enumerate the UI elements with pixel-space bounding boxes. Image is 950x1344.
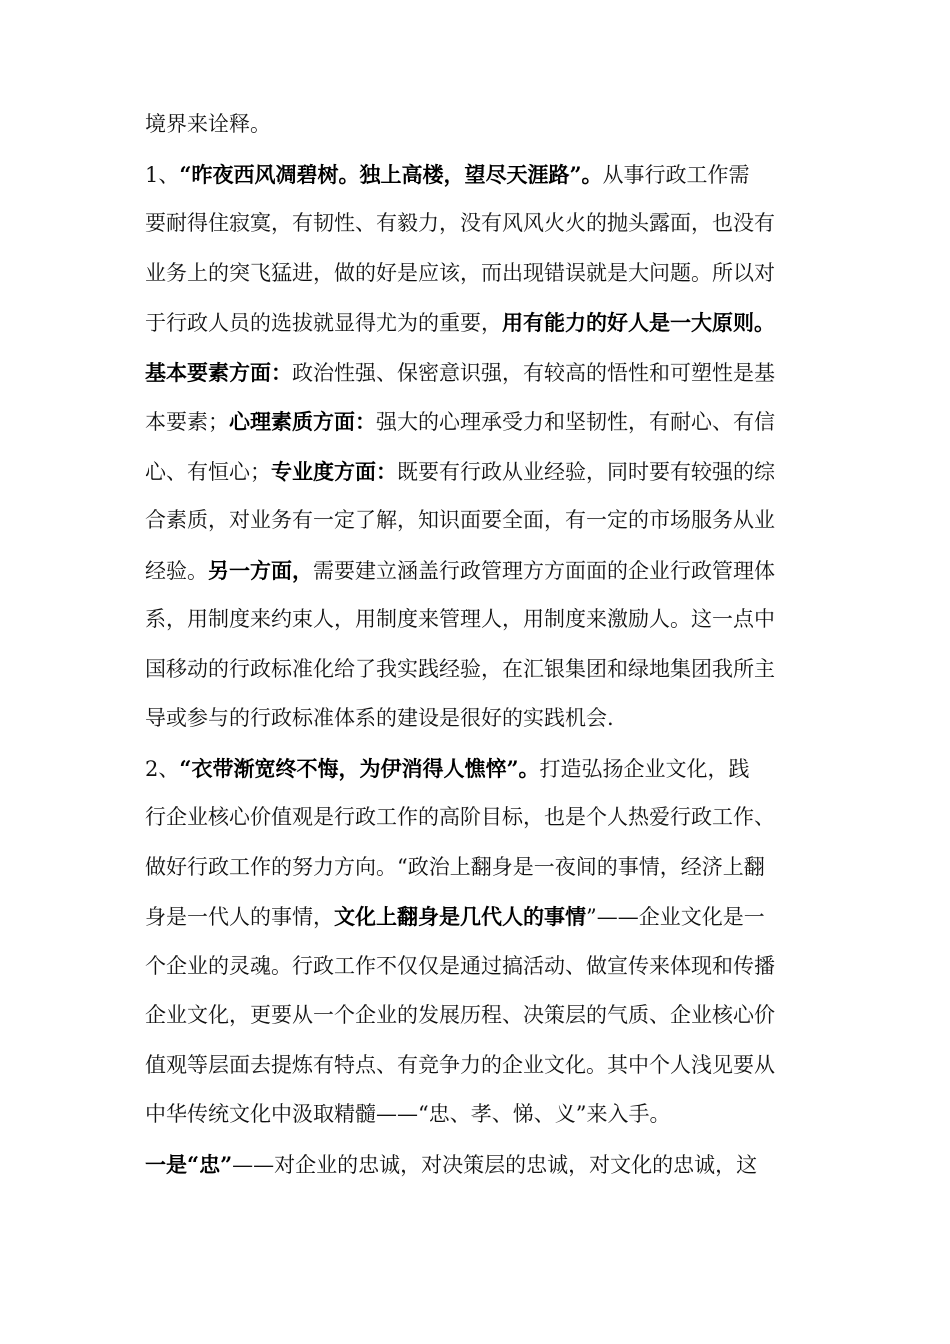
text-line [145, 249, 825, 299]
text-run: ”——企业文化是一 [586, 905, 765, 929]
text-run: 要耐得住寂寞，有韧性、有毅力，没有风风火火的抛头露面，也没有 [145, 211, 775, 235]
text-run: 导或参与的行政标准体系的建设是很好的实践机会. [145, 706, 614, 730]
bold-text-run: 基本要素方面： [145, 359, 292, 385]
bold-text-run: 专业度方面： [271, 458, 397, 484]
text-run: 打造弘扬企业文化，践 [539, 756, 750, 781]
text-run: 企业文化，更要从一个企业的发展历程、决策层的气质、企业核心价 [145, 1003, 775, 1027]
text-line [145, 744, 825, 794]
text-run: 政治性强、保密意识强，有较高的悟性和可塑性是基 [292, 360, 775, 385]
text-run: 行企业核心价值观是行政工作的高阶目标，也是个人热爱行政工作、 [145, 805, 775, 829]
text-run: 于行政人员的选拔就显得尤为的重要， [145, 311, 502, 335]
text-line [145, 1090, 825, 1140]
text-run: 经验。 [145, 558, 208, 583]
text-line [145, 694, 825, 744]
text-run: 本要素； [145, 410, 229, 434]
text-run: 2、 [145, 756, 180, 781]
text-run: 心、有恒心； [145, 459, 271, 484]
text-line [145, 447, 825, 497]
text-line [145, 397, 825, 447]
text-run: 强大的心理承受力和坚韧性，有耐心、有信 [376, 410, 775, 434]
bold-text-run: 另一方面， [208, 557, 313, 583]
text-run: 系，用制度来约束人，用制度来管理人，用制度来激励人。这一点中 [145, 607, 775, 631]
text-line [145, 298, 825, 348]
text-line [145, 991, 825, 1041]
text-line [145, 199, 825, 249]
text-line [145, 793, 825, 843]
text-line [145, 595, 825, 645]
text-run: 既要有行政从业经验，同时要有较强的综 [397, 459, 775, 484]
bold-text-run: “昨夜西风凋碧树。独上高楼，望尽天涯路”。 [179, 161, 603, 187]
text-run: 值观等层面去提炼有特点、有竞争力的企业文化。其中个人浅见要从 [145, 1052, 775, 1077]
text-run: 身是一代人的事情， [145, 905, 334, 929]
text-line [145, 645, 825, 695]
bold-text-run: 用有能力的好人是一大原则。 [502, 310, 775, 335]
text-line [145, 892, 825, 942]
text-line [145, 100, 825, 150]
text-line [145, 546, 825, 596]
document-body [145, 100, 825, 1189]
bold-text-run: 心理素质方面： [229, 409, 376, 434]
text-run: 需要建立涵盖行政管理方方面面的企业行政管理体 [313, 558, 775, 583]
text-run: 国移动的行政标准化给了我实践经验，在汇银集团和绿地集团我所主 [145, 656, 775, 681]
text-run: ——对企业的忠诚，对决策层的忠诚，对文化的忠诚，这 [232, 1152, 758, 1177]
text-run: 1、 [145, 162, 180, 187]
bold-text-run: “衣带渐宽终不悔，为伊消得人憔悴”。 [179, 755, 540, 781]
text-run: 境界来诠释。 [145, 112, 271, 136]
text-line [145, 150, 825, 200]
bold-text-run: 一是“忠” [145, 1151, 233, 1177]
bold-text-run: 文化上翻身是几代人的事情 [334, 904, 586, 929]
text-line [145, 1140, 825, 1190]
text-run: 个企业的灵魂。行政工作不仅仅是通过搞活动、做宣传来体现和传播 [145, 953, 775, 978]
text-line [145, 348, 825, 398]
text-run: 合素质，对业务有一定了解，知识面要全面，有一定的市场服务从业 [145, 508, 775, 532]
text-run: 做好行政工作的努力方向。“政治上翻身是一夜间的事情，经济上翻 [145, 854, 765, 879]
text-run: 从事行政工作需 [602, 162, 750, 187]
text-line [145, 1041, 825, 1091]
text-run: 中华传统文化中汲取精髓——“忠、孝、悌、义”来入手。 [145, 1102, 671, 1126]
text-line [145, 496, 825, 546]
text-line [145, 942, 825, 992]
text-run: 业务上的突飞猛进，做的好是应该，而出现错误就是大问题。所以对 [145, 260, 775, 285]
text-line [145, 843, 825, 893]
